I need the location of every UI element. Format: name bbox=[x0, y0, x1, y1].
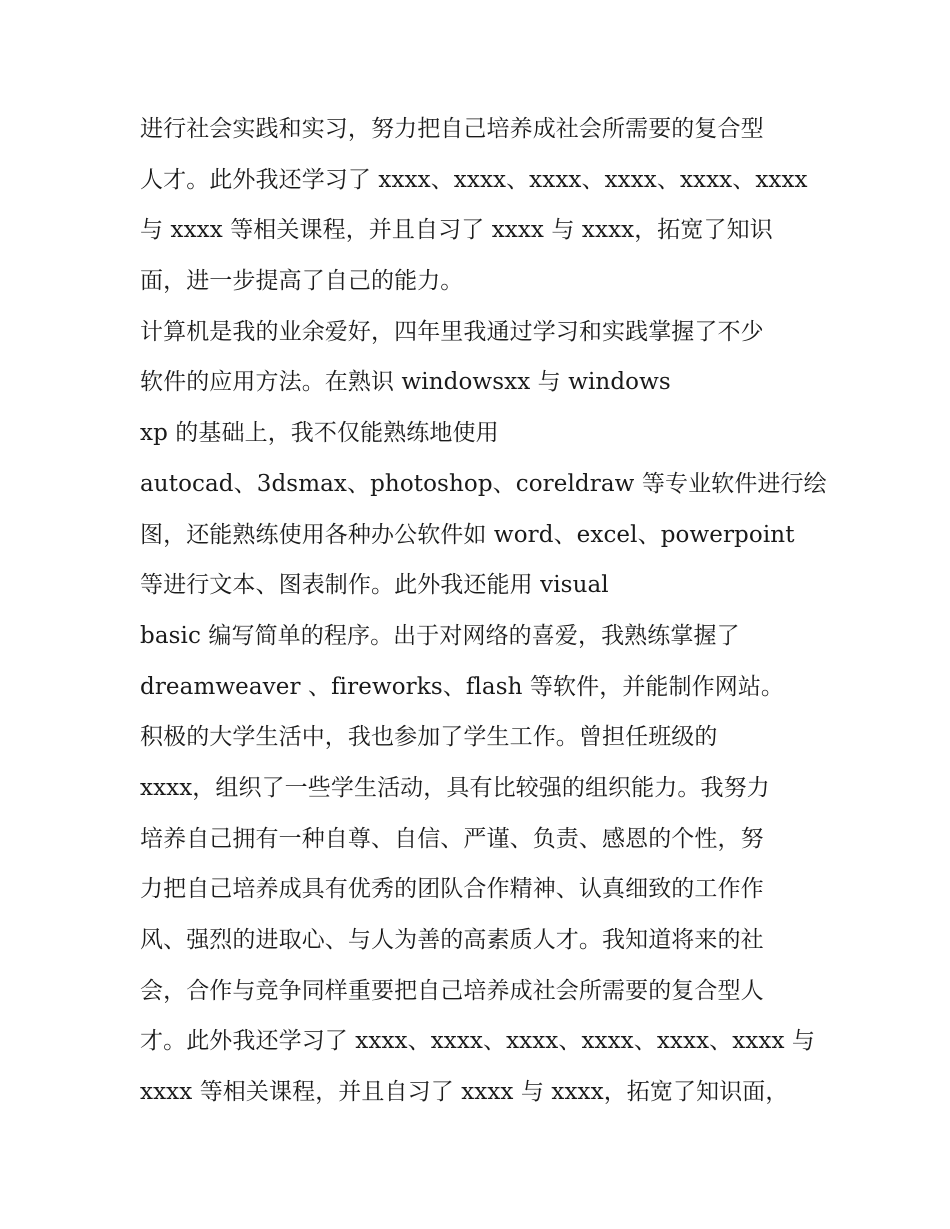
text-line: dreamweaver 、fireworks、flash 等软件，并能制作网站。 bbox=[140, 673, 785, 700]
text-line: 进行社会实践和实习，努力把自己培养成社会所需要的复合型 bbox=[140, 116, 764, 142]
text-line: xp 的基础上，我不仅能熟练地使用 bbox=[140, 420, 499, 447]
text-line: 风、强烈的进取心、与人为善的高素质人才。我知道将来的社 bbox=[140, 927, 764, 953]
text-line: 图，还能熟练使用各种办公软件如 word、excel、powerpoint bbox=[140, 521, 795, 548]
text-line: autocad、3dsmax、photoshop、coreldraw 等专业软件进行绘 bbox=[140, 470, 827, 497]
text-line: 软件的应用方法。在熟识 windowsxx 与 windows bbox=[140, 369, 671, 396]
text-line: xxxx 等相关课程，并且自习了 xxxx 与 xxxx，拓宽了知识面， bbox=[140, 1079, 789, 1106]
document-body bbox=[140, 104, 840, 1118]
text-line: 才。此外我还学习了 xxxx、xxxx、xxxx、xxxx、xxxx、xxxx 与 bbox=[140, 1028, 816, 1055]
text-line: 积极的大学生活中，我也参加了学生工作。曾担任班级的 bbox=[140, 724, 718, 751]
text-line: 力把自己培养成具有优秀的团队合作精神、认真细致的工作作 bbox=[140, 876, 764, 903]
text-line: 培养自己拥有一种自尊、自信、严谨、负责、感恩的个性，努 bbox=[140, 825, 764, 852]
text-line: 计算机是我的业余爱好，四年里我通过学习和实践掌握了不少 bbox=[140, 318, 764, 345]
text-line: 人才。此外我还学习了 xxxx、xxxx、xxxx、xxxx、xxxx、xxxx bbox=[140, 166, 808, 193]
text-line: basic 编写简单的程序。出于对网络的喜爱，我熟练掌握了 bbox=[140, 622, 740, 649]
text-line: 等进行文本、图表制作。此外我还能用 visual bbox=[140, 572, 609, 599]
text-line: 与 xxxx 等相关课程，并且自习了 xxxx 与 xxxx，拓宽了知识 bbox=[140, 217, 773, 244]
text-line: 会，合作与竞争同样重要把自己培养成社会所需要的复合型人 bbox=[140, 977, 764, 1004]
text-line: xxxx，组织了一些学生活动，具有比较强的组织能力。我努力 bbox=[140, 774, 770, 801]
text-line: 面，进一步提高了自己的能力。 bbox=[140, 268, 464, 295]
